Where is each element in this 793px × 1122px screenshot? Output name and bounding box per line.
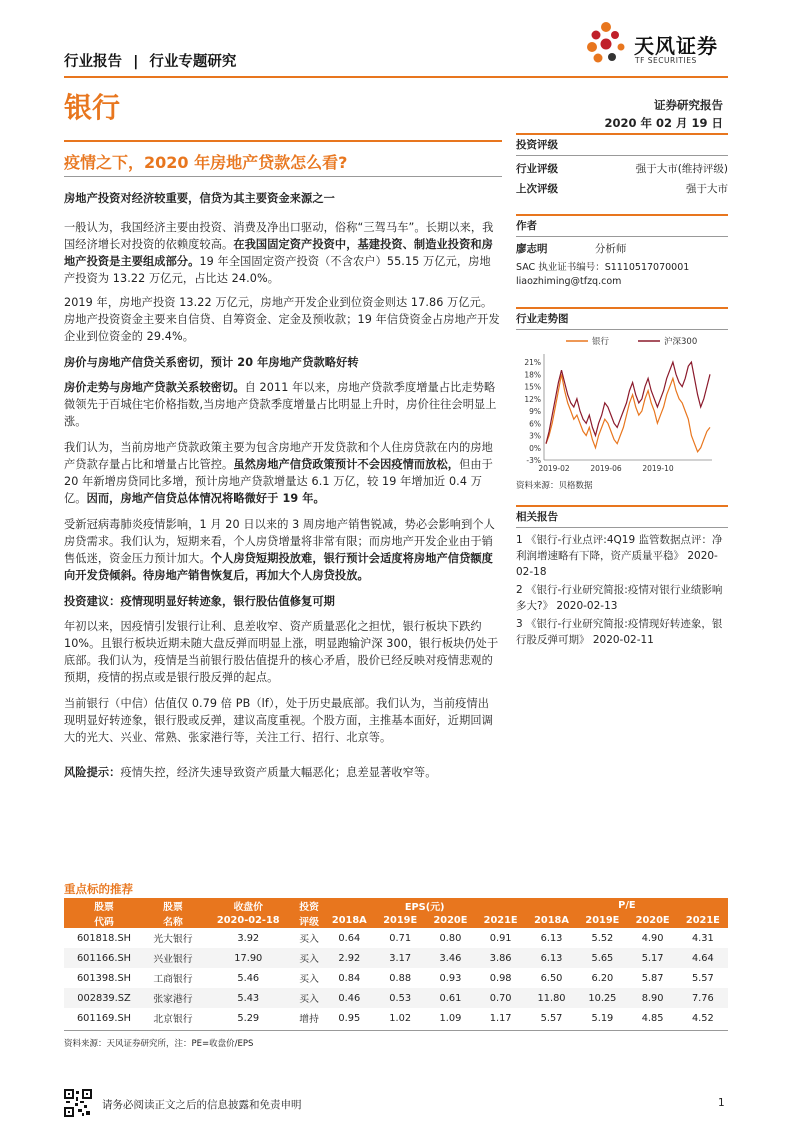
header-cell: 评级 [295,913,324,928]
related-report-3[interactable]: 3 《银行-行业研究简报:疫情现好转迹象，银行股反弹可期》 2020-02-11 [516,618,723,646]
table-cell: 4.85 [641,1012,664,1024]
stock-table-body [64,928,728,1028]
table-row [64,1008,728,1028]
section-2-paragraph-2 [64,439,500,507]
y-tick-label: 12% [524,394,541,404]
table-cell: 6.50 [540,972,563,984]
related-heading: 相关报告 [516,511,558,523]
table-header-row-1 [64,898,728,913]
table-cell: 5.65 [577,948,627,968]
table-cell: 2.92 [324,948,376,968]
risk-label: 风险提示： [64,766,121,779]
table-cell: 0.98 [489,972,512,984]
table-cell: 6.13 [540,932,563,944]
author-email[interactable]: liaozhiming@tfzq.com [516,276,622,287]
rating-heading: 投资评级 [516,139,558,151]
y-tick-label: 9% [529,407,541,417]
s2-p2-text-a: 我们认为，当前房地产贷款政策主要为包含房地产开发贷款和个人住房贷款在内的房地产贷款存量占比和增量占比管控。 [64,441,493,471]
s2-p3-text-b: 个人房贷短期投放难，银行预计会适度将房地产信贷额度向开发贷倾斜。待房地产销售恢复后，再加大个人房贷投放。 [64,552,493,582]
header-cell: 2018A [526,913,578,928]
table-cell: 0.80 [439,932,462,944]
breadcrumb-report-type: 行业报告 [64,54,122,70]
header-cell: EPS(元) [324,898,526,913]
table-cell: 0.91 [489,932,512,944]
stock-table-source: 资料来源：天风证券研究所，注：PE=收盘价/EPS [64,1039,254,1049]
author-role: 分析师 [594,243,627,255]
sidebar [516,133,728,648]
s1-p1-text-c: 19 年全国固定资产投资（不含农户）55.15 万亿元，房地产投资为 13.22 万亿元，占比达 24.0%。 [64,255,491,285]
industry-rating-value: 强于大市(维持评级) [635,163,728,175]
table-cell: 0.84 [338,972,361,984]
table-cell: 光大银行 [153,934,193,945]
s1-p1-text-a: 一般认为，我国经济主要由投资、消费及净出口驱动，俗称“三驾马车”。长期以来，我国经济增长对投资的依赖度较高。 [64,221,494,251]
table-cell: 买入 [295,988,324,1008]
table-cell: 3.86 [476,948,526,968]
table-cell: 17.90 [202,948,295,968]
industry-rating-label: 行业评级 [516,163,558,175]
author-name: 廖志明 [516,243,548,255]
table-cell: 增持 [299,1014,319,1025]
table-cell: 1.09 [439,1012,462,1024]
y-tick-label: -3% [526,456,541,465]
table-cell: 北京银行 [153,1014,193,1025]
table-cell: 3.17 [375,948,425,968]
title-rule-top [64,140,502,142]
table-header-row-2 [64,913,728,928]
section-2-paragraph-1 [64,379,500,430]
table-cell: 6.20 [591,972,614,984]
table-cell: 5.57 [540,1012,563,1024]
x-tick-label: 2019-06 [590,464,622,473]
table-cell: 0.64 [338,932,361,944]
table-cell: 601818.SH [76,932,132,944]
previous-rating-label: 上次评级 [516,183,558,195]
series-line-0 [546,374,710,452]
header-rule [64,76,728,78]
x-tick-label: 2019-10 [642,464,674,473]
section-1-paragraph-1 [64,219,500,287]
table-cell: 5.29 [237,1012,260,1024]
table-cell: 0.70 [476,988,526,1008]
table-cell: 0.53 [375,988,425,1008]
s2-p2-text-b: 虽然房地产信贷政策预计不会因疫情而放松， [233,458,460,471]
header-cell: 2020E [425,913,475,928]
header-cell: 名称 [144,913,202,928]
header-cell: 收盘价 [202,898,295,913]
s2-p1-text-b: 自 2011 年以来，房地产贷款季度增量占比走势略微领先于百城住宅价格指数,当房地产贷款季度增量占比明显上升时，房价往往会明显上涨。 [64,381,497,428]
header-cell: P/E [526,898,728,913]
table-cell: 5.43 [202,988,295,1008]
risk-warning [64,764,500,781]
table-cell: 买入 [299,934,319,945]
table-row [64,948,728,968]
logo-en: TF SECURITIES [635,56,697,65]
section-2-paragraph-3 [64,516,500,584]
section-2-heading: 房价与房地产信贷关系密切，预计 20 年房地产贷款略好转 [64,356,359,369]
table-cell: 5.17 [628,948,678,968]
table-cell: 3.92 [237,932,260,944]
breadcrumb-category: 行业专题研究 [149,54,237,70]
author-heading: 作者 [516,220,537,232]
table-cell: 0.93 [439,972,462,984]
title-rule-bottom [64,176,502,177]
section-3-paragraph-1: 年初以来，因疫情引发银行让利、息差收窄、资产质量恶化之担忧，银行板块下跌约 10%。且银行板块近期未随大盘反弹而明显上涨，明显跑输沪深 300，银行板块仍处于底部。我们认为，疫情是当前银行股估值提升的核心矛盾，股价已经反映对疫情悲观的预期，疫情的拐点或是银行股反弹的起点。 [64,620,499,684]
header-cell: 2020E [628,913,678,928]
table-cell: 002839.SZ [64,988,144,1008]
table-cell: 0.71 [389,932,412,944]
table-cell: 0.88 [389,972,412,984]
y-tick-label: 21% [524,358,541,368]
table-cell: 买入 [299,974,319,985]
header-cell: 2018A [324,913,376,928]
x-tick-label: 2019-02 [538,464,570,473]
main-body [64,190,500,781]
table-row [64,988,728,1008]
header-cell: 2021E [678,913,728,928]
header-cell: 股票 [64,898,144,913]
table-cell: 601166.SH [64,948,144,968]
series-line-1 [546,362,710,444]
report-date: 2020 年 02 月 19 日 [604,116,723,130]
s2-p3-text-a: 受新冠病毒肺炎疫情影响，1 月 20 日以来的 3 周房地产销售锐减，势必会影响到个人房贷需求。我们认为，短期来看，个人房贷增量将非常有限；而房地产开发企业由于销售低迷，资金压力预计加大。 [64,518,495,565]
table-cell: 5.57 [691,972,714,984]
trend-heading: 行业走势图 [516,313,569,325]
s2-p2-text-d: 因而，房地产信贷总体情况将略微好于 19 年。 [86,492,325,505]
qr-code-icon [64,1089,92,1117]
table-cell: 10.25 [577,988,627,1008]
related-report-2[interactable]: 2 《银行-行业研究简报:疫情对银行业绩影响多大?》 2020-02-13 [516,584,723,612]
footer-disclaimer: 请务必阅读正文之后的信息披露和免责申明 [102,1099,302,1111]
related-report-1[interactable]: 1 《银行-行业点评:4Q19 监管数据点评：净利润增速略有下降，资产质量平稳》 2020-02-18 [516,534,723,578]
table-cell: 3.46 [425,948,475,968]
table-cell: 工商银行 [153,974,193,985]
table-cell: 11.80 [526,988,578,1008]
stock-table-heading: 重点标的推荐 [64,882,133,896]
table-cell: 601398.SH [76,972,132,984]
table-cell: 0.46 [324,988,376,1008]
table-cell: 1.02 [389,1012,412,1024]
y-tick-label: 6% [529,419,541,429]
logo-cn: 天风证券 [634,34,718,58]
table-cell: 0.61 [425,988,475,1008]
logo [584,20,734,70]
table-cell: 7.76 [678,988,728,1008]
trend-source: 资料来源：贝格数据 [516,481,593,491]
section-1-paragraph-2: 2019 年，房地产投资 13.22 万亿元，房地产开发企业到位资金则达 17.86 万亿元。房地产投资资金主要来自信贷、自筹资金、定金及预收款；19 年信贷资金占房地产开发企业到位资金的 29.4%。 [64,296,500,343]
table-cell: 5.52 [591,932,614,944]
table-cell: 4.90 [641,932,664,944]
table-cell: 4.64 [678,948,728,968]
table-cell: 0.95 [338,1012,361,1024]
legend-label-1: 沪深300 [664,337,698,347]
table-cell: 5.19 [591,1012,614,1024]
table-row [64,968,728,988]
table-cell: 1.17 [489,1012,512,1024]
y-tick-label: 15% [524,382,541,392]
s2-p2-text-c: 但由于 20 年新增房贷同比多增，预计房地产贷款增量达 6.1 万亿，较 19 年增加近 0.4 万亿。 [64,458,493,505]
table-cell: 张家港行 [144,988,202,1008]
previous-rating-value: 强于大市 [686,183,728,195]
table-cell: 兴业银行 [144,948,202,968]
y-tick-label: 18% [524,370,541,380]
y-tick-label: 0% [529,443,541,453]
table-cell: 5.46 [237,972,260,984]
trend-chart [516,332,728,477]
page-number: 1 [718,1097,725,1109]
table-cell: 5.87 [641,972,664,984]
section-1-heading: 房地产投资对经济较重要，信贷为其主要资金来源之一 [64,192,335,205]
stock-table-container [64,898,728,1049]
table-cell: 601169.SH [76,1012,132,1024]
legend-label-0: 银行 [592,337,610,347]
table-cell: 4.52 [691,1012,714,1024]
header-cell: 2019E [375,913,425,928]
breadcrumb [64,50,236,71]
s1-p1-text-b: 在我国固定资产投资中，基建投资、制造业投资和房地产投资是主要组成部分。 [64,238,493,268]
stock-table [64,898,728,1028]
table-row [64,928,728,948]
table-cell: 8.90 [628,988,678,1008]
section-3-heading: 投资建议：疫情现明显好转迹象，银行股估值修复可期 [64,595,335,608]
breadcrumb-separator: | [133,54,139,70]
header-cell: 投资 [295,898,324,913]
author-license: SAC 执业证书编号：S1110517070001 [516,262,690,273]
report-title: 疫情之下，2020 年房地产贷款怎么看? [64,153,348,172]
header-cell: 2020-02-18 [202,913,295,928]
industry-title: 银行 [64,91,121,124]
y-tick-label: 3% [529,431,541,441]
header-cell: 2021E [476,913,526,928]
section-3-paragraph-2: 当前银行（中信）估值仅 0.79 倍 PB（lf），处于历史最底部。我们认为，当前疫情出现明显好转迹象，银行股或反弹，建议高度重视。个股方面，主推基本面好，近期回调大的光大、兴业、常熟、张家港行等，关注工行、招行、北京等。 [64,697,493,744]
header-cell: 股票 [144,898,202,913]
header-cell: 代码 [64,913,144,928]
s2-p1-text-a: 房价走势与房地产贷款关系较密切。 [64,381,245,394]
logo-mark-icon [584,20,632,70]
report-type: 证券研究报告 [654,98,723,112]
table-cell: 4.31 [691,932,714,944]
table-cell: 6.13 [526,948,578,968]
table-cell: 买入 [295,948,324,968]
risk-text: 疫情失控，经济失速导致资产质量大幅恶化；息差显著收窄等。 [120,766,437,779]
header-cell: 2019E [577,913,627,928]
